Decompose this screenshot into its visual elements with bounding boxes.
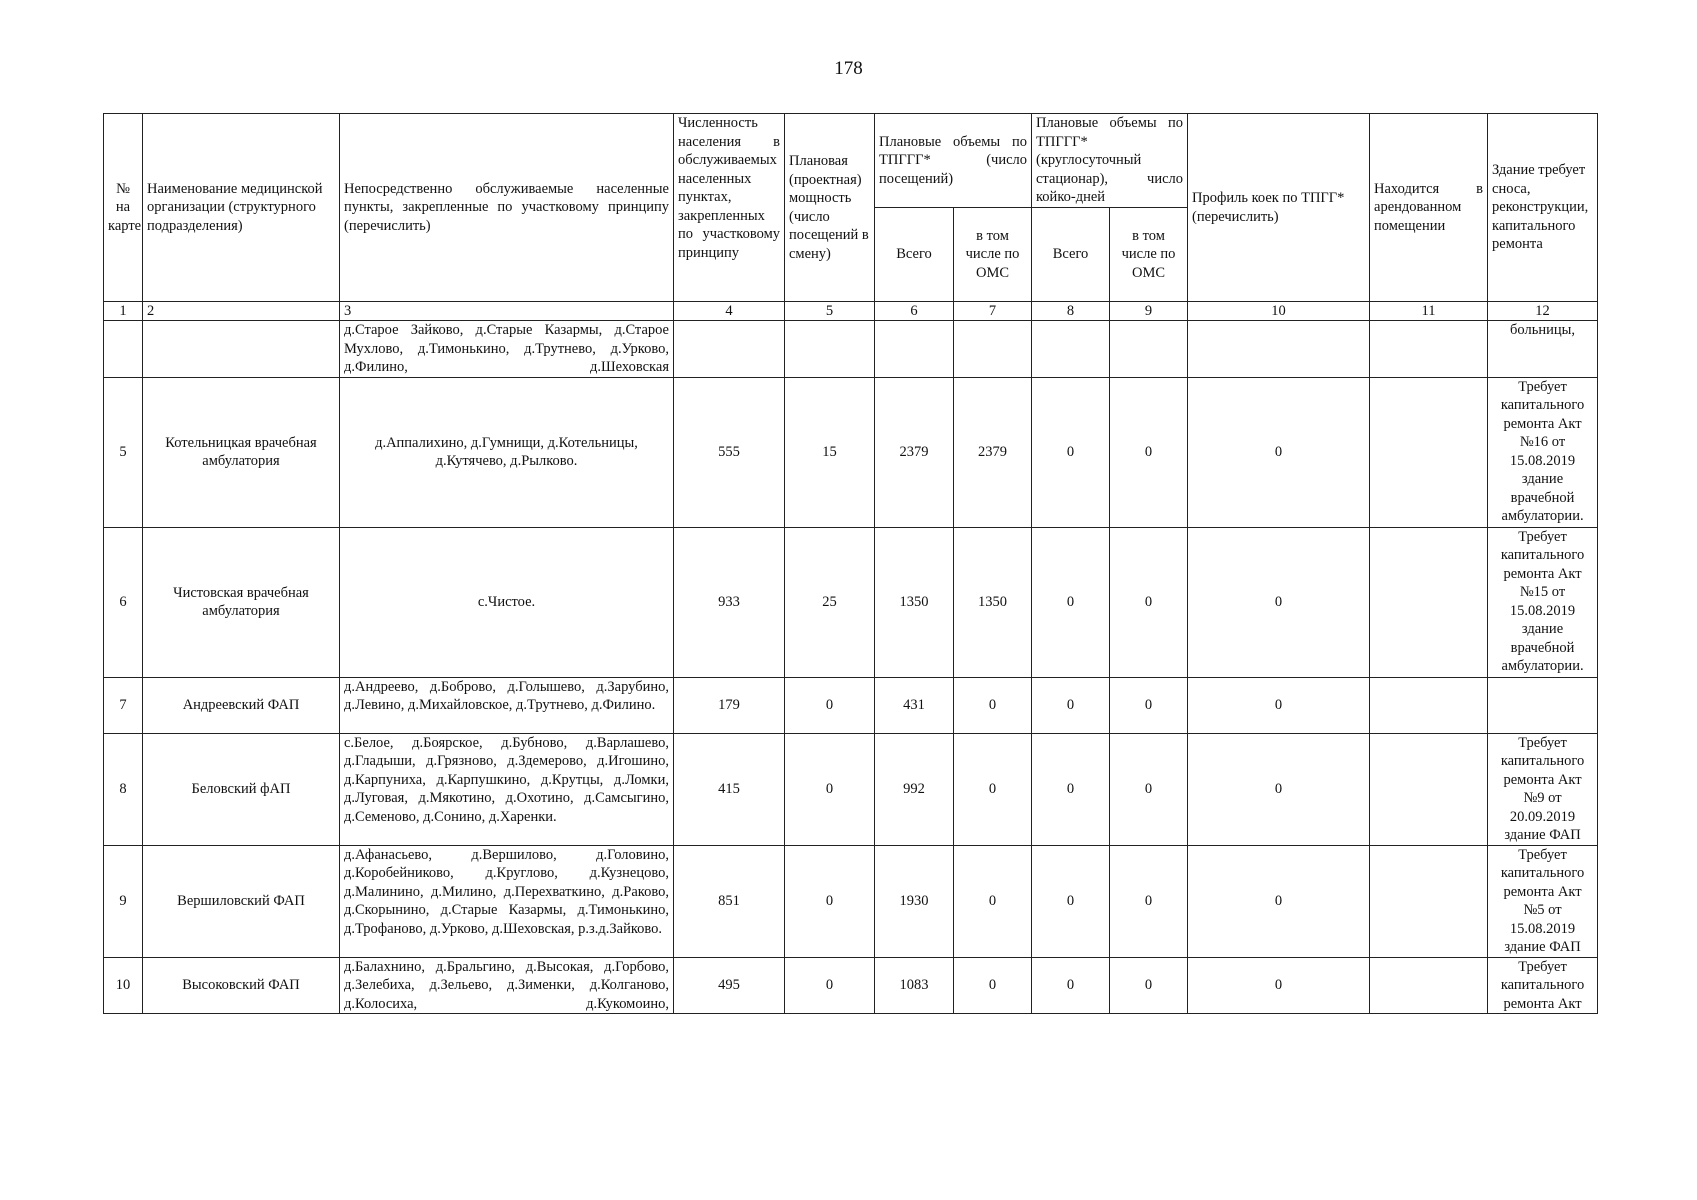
cell-organization-name — [143, 321, 340, 378]
cell-visits-total: 1083 — [875, 957, 954, 1014]
header-row-top — [104, 114, 1598, 208]
cell-population: 495 — [674, 957, 785, 1014]
cell-capacity: 0 — [785, 733, 875, 845]
cell-population: 415 — [674, 733, 785, 845]
cell-capacity: 0 — [785, 677, 875, 733]
table-row — [104, 527, 1598, 677]
cell-bed-profile: 0 — [1188, 527, 1370, 677]
cell-visits-oms: 1350 — [954, 527, 1032, 677]
column-number: 11 — [1370, 302, 1488, 321]
header-visits-oms: в том числе по ОМС — [954, 208, 1032, 302]
cell-rented — [1370, 527, 1488, 677]
cell-capacity: 15 — [785, 377, 875, 527]
page-number: 178 — [834, 58, 863, 79]
cell-rented — [1370, 321, 1488, 378]
cell-organization-name: Котельницкая врачебная амбулатория — [143, 377, 340, 527]
cell-bed-profile: 0 — [1188, 957, 1370, 1014]
cell-capacity: 25 — [785, 527, 875, 677]
cell-bed-profile: 0 — [1188, 377, 1370, 527]
header-rented-premises: Находится в арендованном помещении — [1370, 114, 1488, 302]
cell-building-note: Требует капитального ремонта Акт №16 от 15.08.2019 здание врачебной амбулатории. — [1488, 377, 1598, 527]
table-row — [104, 677, 1598, 733]
header-bed-profile: Профиль коек по ТПГГ* (перечислить) — [1188, 114, 1370, 302]
cell-beds-oms: 0 — [1110, 733, 1188, 845]
cell-villages: с.Чистое. — [340, 527, 674, 677]
cell-visits-total: 1350 — [875, 527, 954, 677]
cell-capacity: 0 — [785, 845, 875, 957]
cell-organization-name: Высоковский ФАП — [143, 957, 340, 1014]
cell-bed-profile — [1188, 321, 1370, 378]
cell-population: 179 — [674, 677, 785, 733]
cell-villages: д.Афанасьево, д.Вершилово, д.Головино, д.Коробейниково, д.Круглово, д.Кузнецово, д.Малинино, д.Милино, д.Перехваткино, д.Раково, д.Скорынино, д.Старые Казармы, д.Тимонькино, д.Трофаново, д.Урково, д.Шеховская, р.з.д.Зайково. — [340, 845, 674, 957]
cell-bed-profile: 0 — [1188, 677, 1370, 733]
cell-visits-oms: 0 — [954, 733, 1032, 845]
cell-organization-name: Андреевский ФАП — [143, 677, 340, 733]
column-number: 10 — [1188, 302, 1370, 321]
cell-visits-total: 1930 — [875, 845, 954, 957]
cell-visits-total: 992 — [875, 733, 954, 845]
cell-population — [674, 321, 785, 378]
cell-villages: с.Белое, д.Боярское, д.Бубново, д.Варлашево, д.Гладыши, д.Грязново, д.Здемерово, д.Игошино, д.Карпуниха, д.Карпушкино, д.Крутцы, д.Ломки, д.Луговая, д.Мякотино, д.Охотино, д.Самсыгино, д.Семеново, д.Сонино, д.Харенки. — [340, 733, 674, 845]
column-number-row — [104, 302, 1598, 321]
column-number: 5 — [785, 302, 875, 321]
cell-beds-oms: 0 — [1110, 845, 1188, 957]
cell-beds-total: 0 — [1032, 377, 1110, 527]
cell-map-number: 5 — [104, 377, 143, 527]
cell-rented — [1370, 733, 1488, 845]
cell-beds-total: 0 — [1032, 957, 1110, 1014]
cell-beds-total: 0 — [1032, 527, 1110, 677]
cell-beds-oms: 0 — [1110, 957, 1188, 1014]
cell-visits-total — [875, 321, 954, 378]
table-row — [104, 321, 1598, 378]
cell-rented — [1370, 957, 1488, 1014]
cell-building-note: Требует капитального ремонта Акт №9 от 20.09.2019 здание ФАП — [1488, 733, 1598, 845]
column-number: 7 — [954, 302, 1032, 321]
table-row — [104, 733, 1598, 845]
header-population: Численность населения в обслуживаемых населенных пунктах, закрепленных по участковому принципу — [674, 114, 785, 302]
header-beds-oms: в том числе по ОМС — [1110, 208, 1188, 302]
column-number: 1 — [104, 302, 143, 321]
cell-villages: д.Старое Зайково, д.Старые Казармы, д.Старое Мухлово, д.Тимонькино, д.Трутнево, д.Урково, д.Филино, д.Шеховская — [340, 321, 674, 378]
cell-capacity: 0 — [785, 957, 875, 1014]
cell-building-note — [1488, 677, 1598, 733]
cell-visits-oms — [954, 321, 1032, 378]
medical-facilities-table — [103, 113, 1598, 1014]
header-capacity: Плановая (проектная) мощность (число посещений в смену) — [785, 114, 875, 302]
cell-beds-total: 0 — [1032, 677, 1110, 733]
cell-rented — [1370, 377, 1488, 527]
header-organization-name: Наименование медицинской организации (структурного подразделения) — [143, 114, 340, 302]
cell-visits-oms: 0 — [954, 957, 1032, 1014]
cell-beds-total: 0 — [1032, 733, 1110, 845]
cell-building-note: Требует капитального ремонта Акт №15 от 15.08.2019 здание врачебной амбулатории. — [1488, 527, 1598, 677]
cell-map-number: 7 — [104, 677, 143, 733]
cell-map-number: 8 — [104, 733, 143, 845]
cell-capacity — [785, 321, 875, 378]
header-map-number: № на карте — [104, 114, 143, 302]
cell-visits-oms: 0 — [954, 677, 1032, 733]
cell-visits-oms: 0 — [954, 845, 1032, 957]
cell-population: 851 — [674, 845, 785, 957]
cell-bed-profile: 0 — [1188, 733, 1370, 845]
cell-beds-total — [1032, 321, 1110, 378]
cell-population: 555 — [674, 377, 785, 527]
header-visits-total: Всего — [875, 208, 954, 302]
cell-building-note: Требует капитального ремонта Акт — [1488, 957, 1598, 1014]
table-row — [104, 845, 1598, 957]
cell-villages: д.Балахнино, д.Бральгино, д.Высокая, д.Горбово, д.Зелебиха, д.Зельево, д.Зименки, д.Колганово, д.Колосиха, д.Кукомоино, — [340, 957, 674, 1014]
cell-visits-total: 2379 — [875, 377, 954, 527]
cell-organization-name: Чистовская врачебная амбулатория — [143, 527, 340, 677]
column-number: 4 — [674, 302, 785, 321]
cell-building-note: больницы, — [1488, 321, 1598, 378]
cell-map-number: 9 — [104, 845, 143, 957]
table-row — [104, 377, 1598, 527]
cell-beds-oms: 0 — [1110, 377, 1188, 527]
cell-bed-profile: 0 — [1188, 845, 1370, 957]
cell-rented — [1370, 677, 1488, 733]
cell-map-number: 10 — [104, 957, 143, 1014]
cell-villages: д.Андреево, д.Боброво, д.Голышево, д.Зарубино, д.Левино, д.Михайловское, д.Трутнево, д.Филино. — [340, 677, 674, 733]
header-planned-visits: Плановые объемы по ТПГГГ* (число посещений) — [875, 114, 1032, 208]
column-number: 2 — [143, 302, 340, 321]
header-villages: Непосредственно обслуживаемые населенные пункты, закрепленные по участковому принципу (перечислить) — [340, 114, 674, 302]
cell-map-number: 6 — [104, 527, 143, 677]
cell-organization-name: Вершиловский ФАП — [143, 845, 340, 957]
column-number: 8 — [1032, 302, 1110, 321]
cell-beds-oms: 0 — [1110, 677, 1188, 733]
cell-building-note: Требует капитального ремонта Акт №5 от 15.08.2019 здание ФАП — [1488, 845, 1598, 957]
header-building-repair: Здание требует сноса, реконструкции, капитального ремонта — [1488, 114, 1598, 302]
column-number: 6 — [875, 302, 954, 321]
cell-visits-total: 431 — [875, 677, 954, 733]
cell-population: 933 — [674, 527, 785, 677]
cell-beds-total: 0 — [1032, 845, 1110, 957]
column-number: 3 — [340, 302, 674, 321]
table-row — [104, 957, 1598, 1014]
cell-visits-oms: 2379 — [954, 377, 1032, 527]
cell-villages: д.Аппалихино, д.Гумнищи, д.Котельницы, д.Кутячево, д.Рылково. — [340, 377, 674, 527]
column-number: 12 — [1488, 302, 1598, 321]
cell-beds-oms: 0 — [1110, 527, 1188, 677]
cell-beds-oms — [1110, 321, 1188, 378]
cell-map-number — [104, 321, 143, 378]
cell-rented — [1370, 845, 1488, 957]
header-planned-bed-days: Плановые объемы по ТПГГГ* (круглосуточный стационар), число койко-дней — [1032, 114, 1188, 208]
header-beds-total: Всего — [1032, 208, 1110, 302]
column-number: 9 — [1110, 302, 1188, 321]
cell-organization-name: Беловский фАП — [143, 733, 340, 845]
